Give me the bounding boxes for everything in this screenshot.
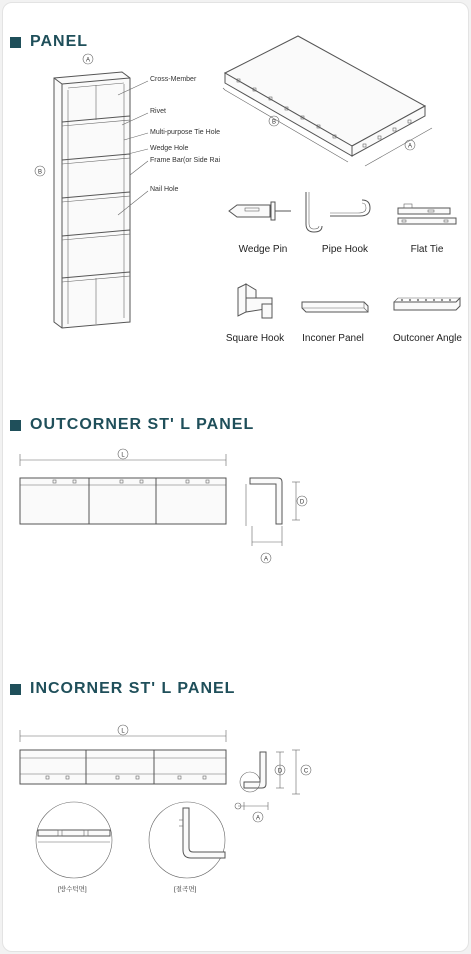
callout-rivet: Rivet (150, 108, 166, 115)
dim-mark-d-out: D (299, 499, 305, 506)
section-title: PANEL (30, 33, 89, 50)
dim-mark-d-in: D (277, 768, 283, 775)
detail-left-drawing (30, 800, 120, 885)
dim-mark-b: B (37, 169, 43, 176)
section-bullet-icon (10, 420, 21, 431)
detail-caption-right: [절곡면] (174, 886, 197, 893)
detail-caption-left: [방수턱면] (58, 886, 87, 893)
dim-mark-l: L (121, 452, 125, 459)
dim-mark-l-in: L (121, 728, 125, 735)
section-bullet-icon (10, 684, 21, 695)
outcorner-elevation-drawing (18, 446, 233, 531)
callout-cross-member: Cross-Member (150, 76, 197, 83)
accessory-label-flat-tie: Flat Tie (410, 244, 444, 255)
section-title: OUTCORNER ST' L PANEL (30, 416, 255, 433)
wedge-pin-drawing (225, 196, 295, 226)
flat-tie-drawing (392, 200, 467, 230)
outcorner-section-drawing (238, 470, 308, 570)
callout-tie-hole: Multi-purpose Tie Hole (150, 129, 221, 136)
section-header-outcorner (10, 416, 254, 434)
section-header-incorner (10, 680, 235, 698)
dim-mark-a-out: A (263, 556, 269, 563)
pipe-hook-drawing (300, 186, 380, 236)
incorner-elevation-drawing (18, 722, 233, 792)
accessory-label-inconer-panel: Inconer Panel (302, 333, 364, 344)
outconer-angle-drawing (390, 296, 465, 321)
dim-mark-b-iso: B (271, 119, 277, 126)
dim-mark-a: A (85, 57, 91, 64)
incorner-section-drawing (230, 744, 325, 829)
accessory-label-pipe-hook: Pipe Hook (321, 244, 369, 255)
dim-mark-a-iso: A (407, 143, 413, 150)
accessory-label-square-hook: Square Hook (225, 333, 285, 344)
accessory-label-outconer-angle: Outconer Angle (393, 333, 462, 344)
panel-iso-drawing (215, 28, 465, 188)
inconer-panel-drawing (298, 298, 373, 318)
callout-nail-hole: Nail Hole (150, 186, 179, 193)
callout-wedge-hole: Wedge Hole (150, 145, 189, 152)
detail-right-drawing (143, 800, 233, 885)
section-title: INCORNER ST' L PANEL (30, 680, 236, 697)
dim-mark-a-in: A (255, 815, 261, 822)
accessory-label-wedge-pin: Wedge Pin (238, 244, 288, 255)
callout-frame-bar: Frame Bar(or Side Rai (150, 157, 221, 164)
dim-mark-c-in: C (303, 768, 309, 775)
square-hook-drawing (232, 282, 282, 327)
